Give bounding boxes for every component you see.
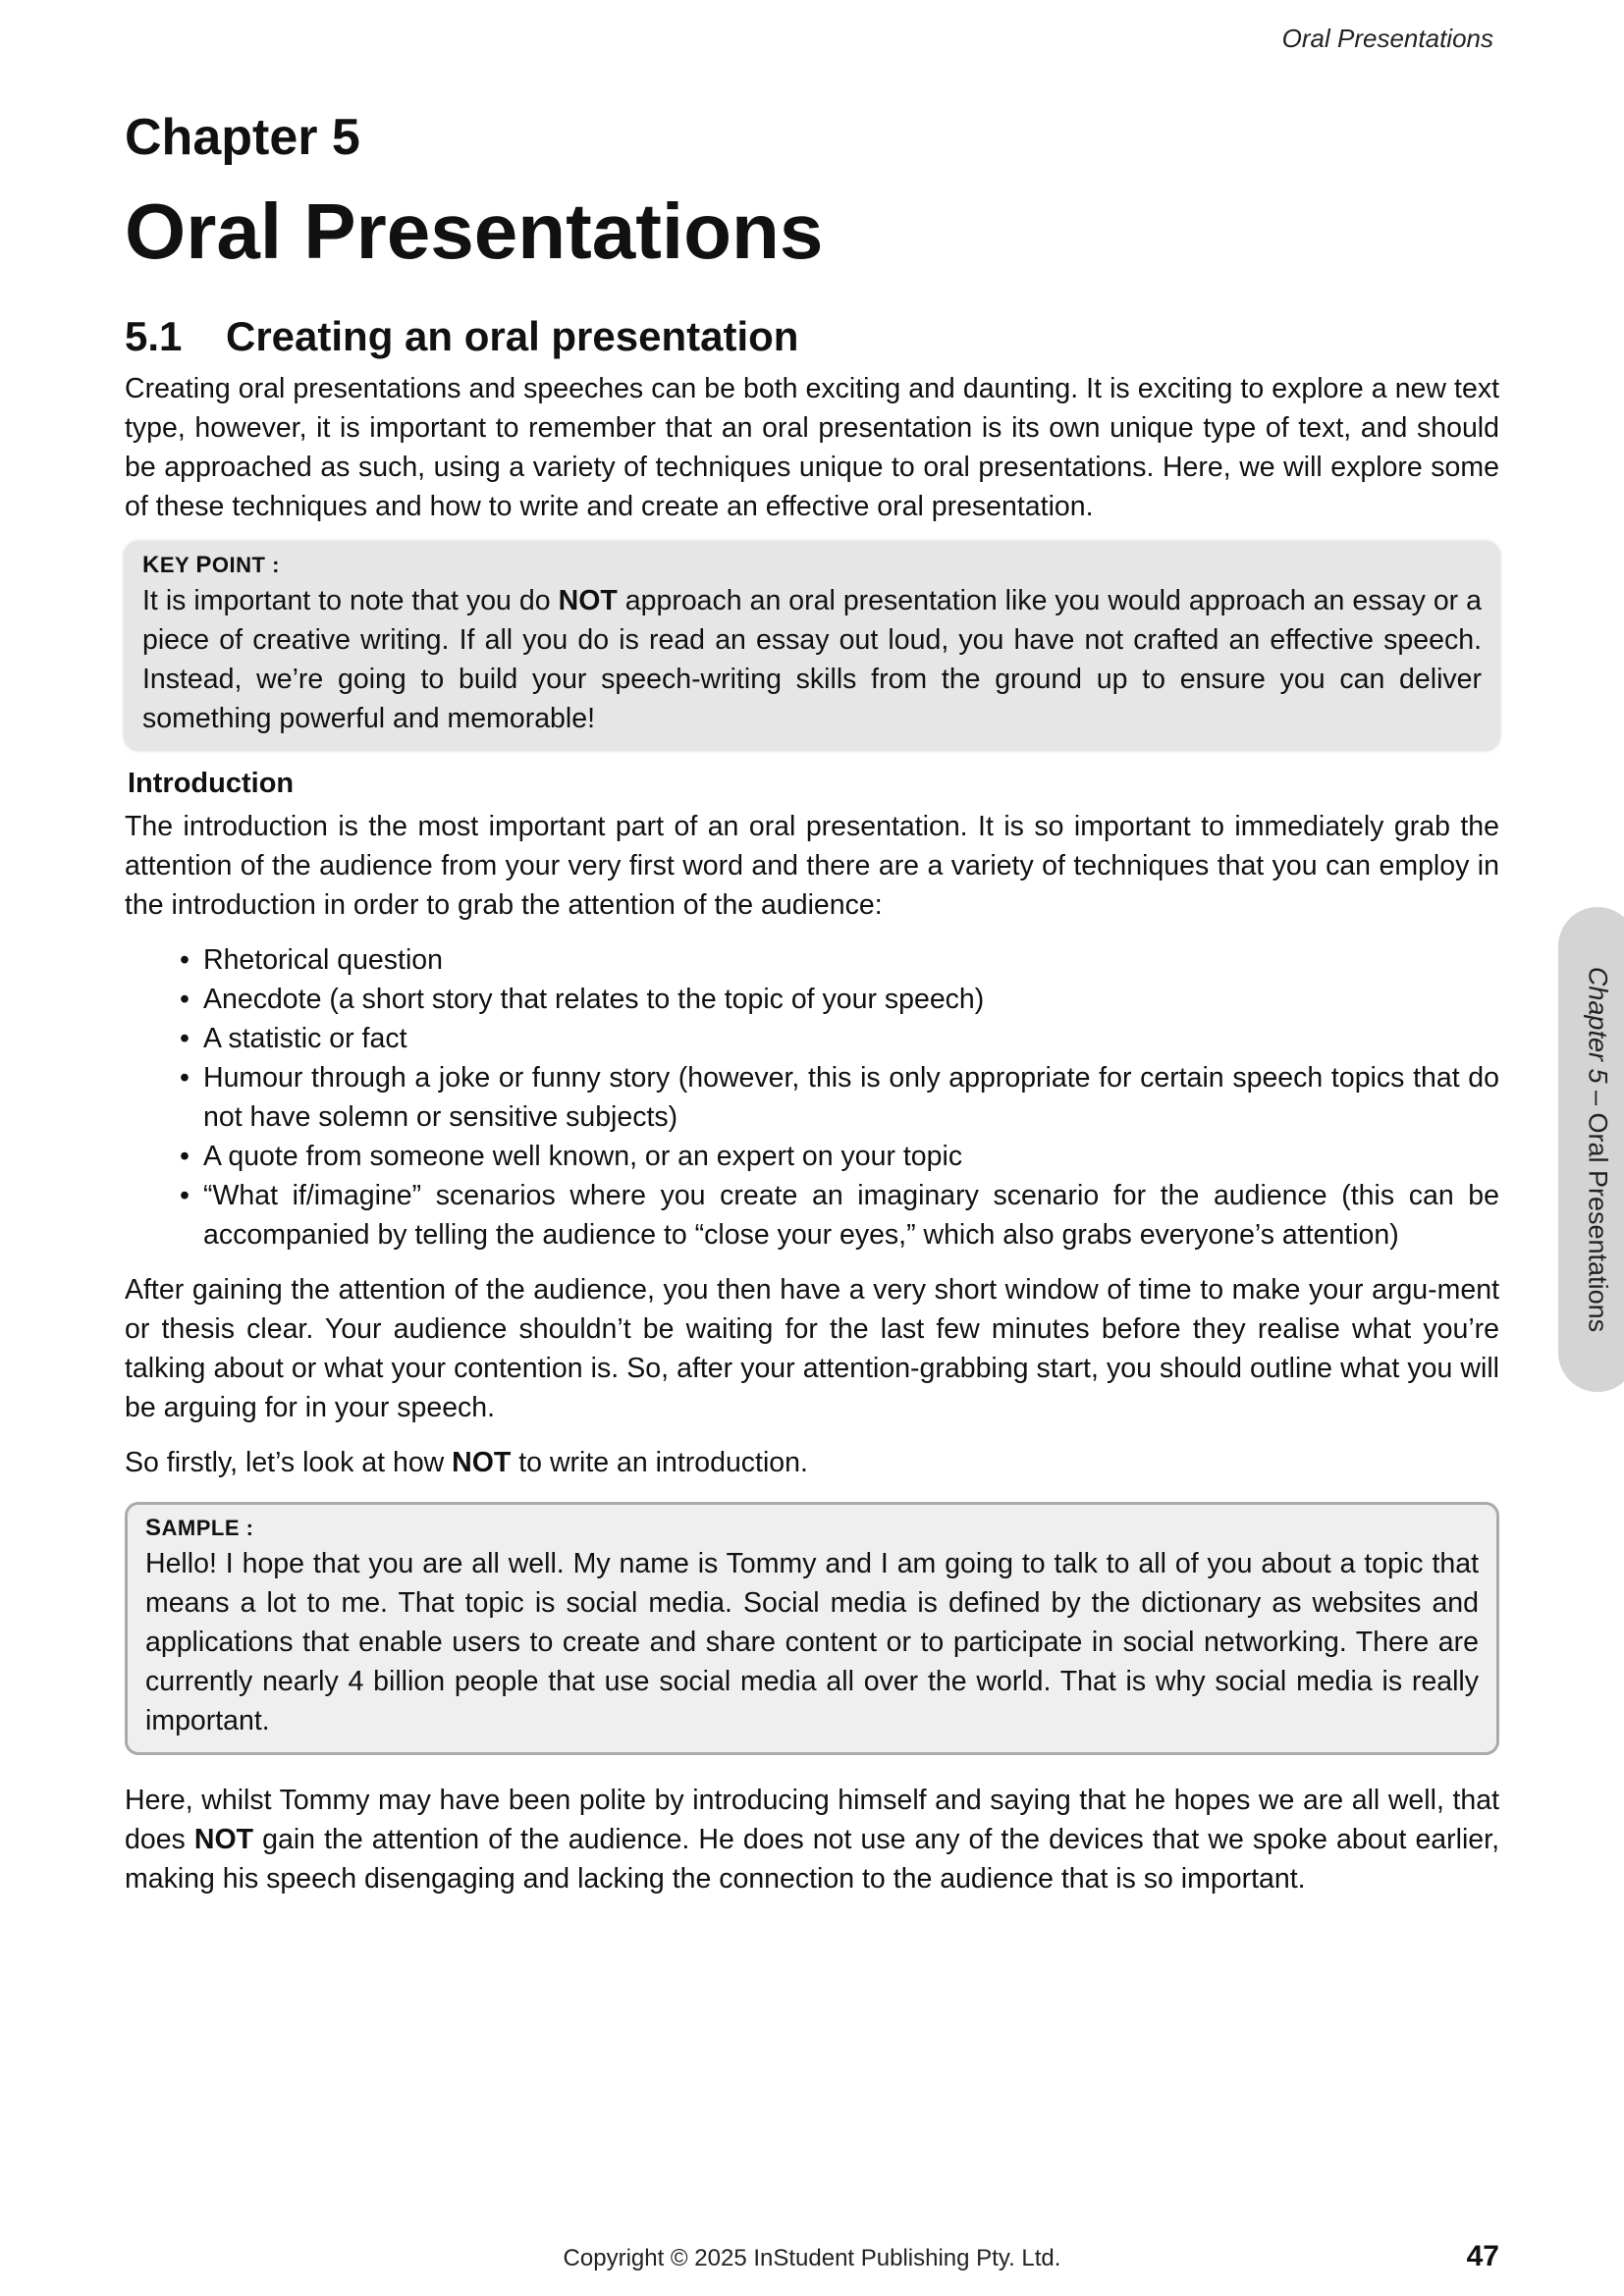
page-content	[125, 106, 1499, 1898]
list-item: • Anecdote (a short story that relates to the topic of your speech)	[180, 980, 1499, 1019]
running-head: Oral Presentations	[1281, 24, 1493, 53]
list-item: • Rhetorical question	[180, 940, 1499, 980]
chapter-side-tab	[1558, 907, 1624, 1392]
list-item: • “What if/imagine” scenarios where you create an imaginary scenario for the audience (this can be accompanied by telling the audience to “close your eyes,” which also grabs everyone’s attention)	[180, 1176, 1499, 1255]
sample-box	[125, 1502, 1499, 1755]
section-heading	[125, 312, 1499, 361]
list-item: • A statistic or fact	[180, 1019, 1499, 1058]
key-point-label: KEY POINT :	[142, 552, 280, 578]
section-title: Creating an oral presentation	[226, 313, 799, 359]
side-tab-label: Chapter 5 – Oral Presentations	[1583, 966, 1613, 1333]
list-item: • A quote from someone well known, or an expert on your topic	[180, 1137, 1499, 1176]
sample-label: SAMPLE :	[145, 1515, 254, 1541]
sample-text: Hello! I hope that you are all well. My name is Tommy and I am going to talk to all of you about a topic that means a lot to me. That topic is social media. Social media is defined by the dictionary as websites and applications that enable users to create and share content or to participate in social networking. There are currently nearly 4 billion people that use social media all over the world. That is why social media is really important.	[145, 1548, 1479, 1736]
list-item: • Humour through a joke or funny story (however, this is only appropriate for certain speech topics that do not have solemn or sensitive subjects)	[180, 1058, 1499, 1137]
section-number: 5.1	[125, 313, 183, 359]
after-attention-paragraph: After gaining the attention of the audience, you then have a very short window of time to make your argu-ment or thesis clear. Your audience shouldn’t be waiting for the last few minutes before they realise what you’re talking about or what your contention is. So, after your attention-grabbing start, you should outline what you will be arguing for in your speech.	[125, 1274, 1499, 1423]
intro-paragraph: Creating oral presentations and speeches can be both exciting and daunting. It is exciting to explore a new text type, however, it is important to remember that an oral presentation is its own unique type of text, and should be approached as such, using a variety of techniques unique to oral presentations. Here, we will explore some of these techniques and how to write and create an effective oral presentation.	[125, 373, 1499, 522]
page-number: 47	[1466, 2240, 1499, 2272]
key-point-text: It is important to note that you do NOT approach an oral presentation like you would approach an essay or a piece of creative writing. If all you do is read an essay out loud, you have not crafted an effective speech. Instead, we’re going to build your speech-writing skills from the ground up to ensure you can deliver something powerful and memorable!	[142, 585, 1483, 734]
chapter-title: Oral Presentations	[125, 187, 824, 275]
key-point-box	[125, 542, 1499, 750]
introduction-heading: Introduction	[128, 768, 295, 799]
introduction-paragraph: The introduction is the most important part of an oral presentation. It is so important to immediately grab the attention of the audience from your very first word and there are a variety of techniques that you can employ in the introduction in order to grab the attention of the audience:	[125, 811, 1499, 921]
technique-list	[125, 940, 1499, 1255]
how-not-paragraph: So firstly, let’s look at how NOT to write an introduction.	[125, 1447, 808, 1478]
closing-paragraph: Here, whilst Tommy may have been polite by introducing himself and saying that he hopes we are all well, that does NOT gain the attention of the audience. He does not use any of the devices that we spoke about earlier, making his speech disengaging and lacking the connection to the audience that is so important.	[125, 1785, 1499, 1895]
footer-copyright: Copyright © 2025 InStudent Publishing Pty. Ltd.	[563, 2245, 1061, 2271]
chapter-label: Chapter 5	[125, 109, 360, 166]
